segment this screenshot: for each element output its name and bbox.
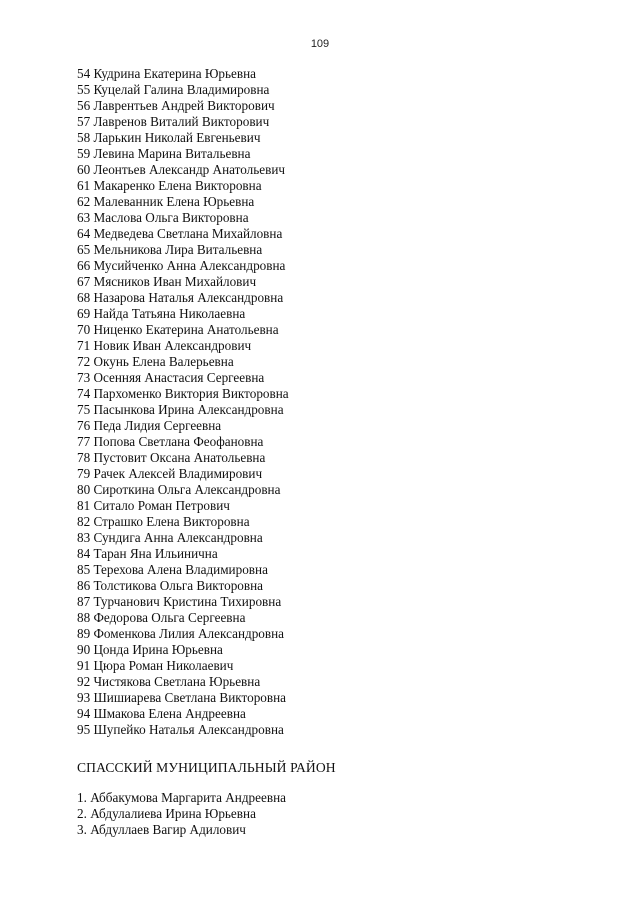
list-item: 82 Страшко Елена Викторовна (77, 514, 250, 529)
list-item: 85 Терехова Алена Владимировна (77, 562, 268, 577)
list-item: 88 Федорова Ольга Сергеевна (77, 610, 246, 625)
list-item: 71 Новик Иван Александрович (77, 338, 252, 353)
section-heading: СПАССКИЙ МУНИЦИПАЛЬНЫЙ РАЙОН (77, 760, 336, 775)
list-item: 59 Левина Марина Витальевна (77, 146, 251, 161)
name-list-spassky (77, 790, 286, 838)
list-item: 78 Пустовит Оксана Анатольевна (77, 450, 266, 465)
list-item: 75 Пасынкова Ирина Александровна (77, 402, 284, 417)
list-item: 81 Ситало Роман Петрович (77, 498, 230, 513)
list-item: 74 Пархоменко Виктория Викторовна (77, 386, 289, 401)
list-item: 65 Мельникова Лира Витальевна (77, 242, 263, 257)
list-item: 2. Абдулалиева Ирина Юрьевна (77, 806, 256, 821)
list-item: 83 Сундига Анна Александровна (77, 530, 263, 545)
list-item: 64 Медведева Светлана Михайловна (77, 226, 283, 241)
list-item: 79 Рачек Алексей Владимирович (77, 466, 263, 481)
list-item: 66 Мусийченко Анна Александровна (77, 258, 286, 273)
list-item: 62 Малеванник Елена Юрьевна (77, 194, 255, 209)
list-item: 56 Лаврентьев Андрей Викторович (77, 98, 275, 113)
list-item: 68 Назарова Наталья Александровна (77, 290, 284, 305)
list-item: 61 Макаренко Елена Викторовна (77, 178, 262, 193)
list-item: 87 Турчанович Кристина Тихировна (77, 594, 282, 609)
list-item: 58 Ларькин Николай Евгеньевич (77, 130, 261, 145)
list-item: 72 Окунь Елена Валерьевна (77, 354, 234, 369)
list-item: 69 Найда Татьяна Николаевна (77, 306, 246, 321)
page-number: 109 (310, 38, 330, 50)
list-item: 1. Аббакумова Маргарита Андреевна (77, 790, 286, 805)
list-item: 55 Куцелай Галина Владимировна (77, 82, 270, 97)
list-item: 95 Шупейко Наталья Александровна (77, 722, 284, 737)
list-item: 94 Шмакова Елена Андреевна (77, 706, 246, 721)
list-item: 77 Попова Светлана Феофановна (77, 434, 264, 449)
list-item: 80 Сироткина Ольга Александровна (77, 482, 281, 497)
list-item: 89 Фоменкова Лилия Александровна (77, 626, 285, 641)
list-item: 90 Цонда Ирина Юрьевна (77, 642, 223, 657)
list-item: 92 Чистякова Светлана Юрьевна (77, 674, 261, 689)
list-item: 86 Толстикова Ольга Викторовна (77, 578, 264, 593)
list-item: 63 Маслова Ольга Викторовна (77, 210, 249, 225)
name-list-continued (77, 66, 289, 738)
list-item: 57 Лавренов Виталий Викторович (77, 114, 270, 129)
list-item: 91 Цюра Роман Николаевич (77, 658, 234, 673)
list-item: 76 Педа Лидия Сергеевна (77, 418, 222, 433)
list-item: 54 Кудрина Екатерина Юрьевна (77, 66, 257, 81)
list-item: 93 Шишиарева Светлана Викторовна (77, 690, 287, 705)
list-item: 60 Леонтьев Александр Анатольевич (77, 162, 286, 177)
list-item: 3. Абдуллаев Вагир Адилович (77, 822, 246, 837)
list-item: 67 Мясников Иван Михайлович (77, 274, 257, 289)
list-item: 84 Таран Яна Ильинична (77, 546, 218, 561)
list-item: 70 Ниценко Екатерина Анатольевна (77, 322, 279, 337)
list-item: 73 Осенняя Анастасия Сергеевна (77, 370, 265, 385)
